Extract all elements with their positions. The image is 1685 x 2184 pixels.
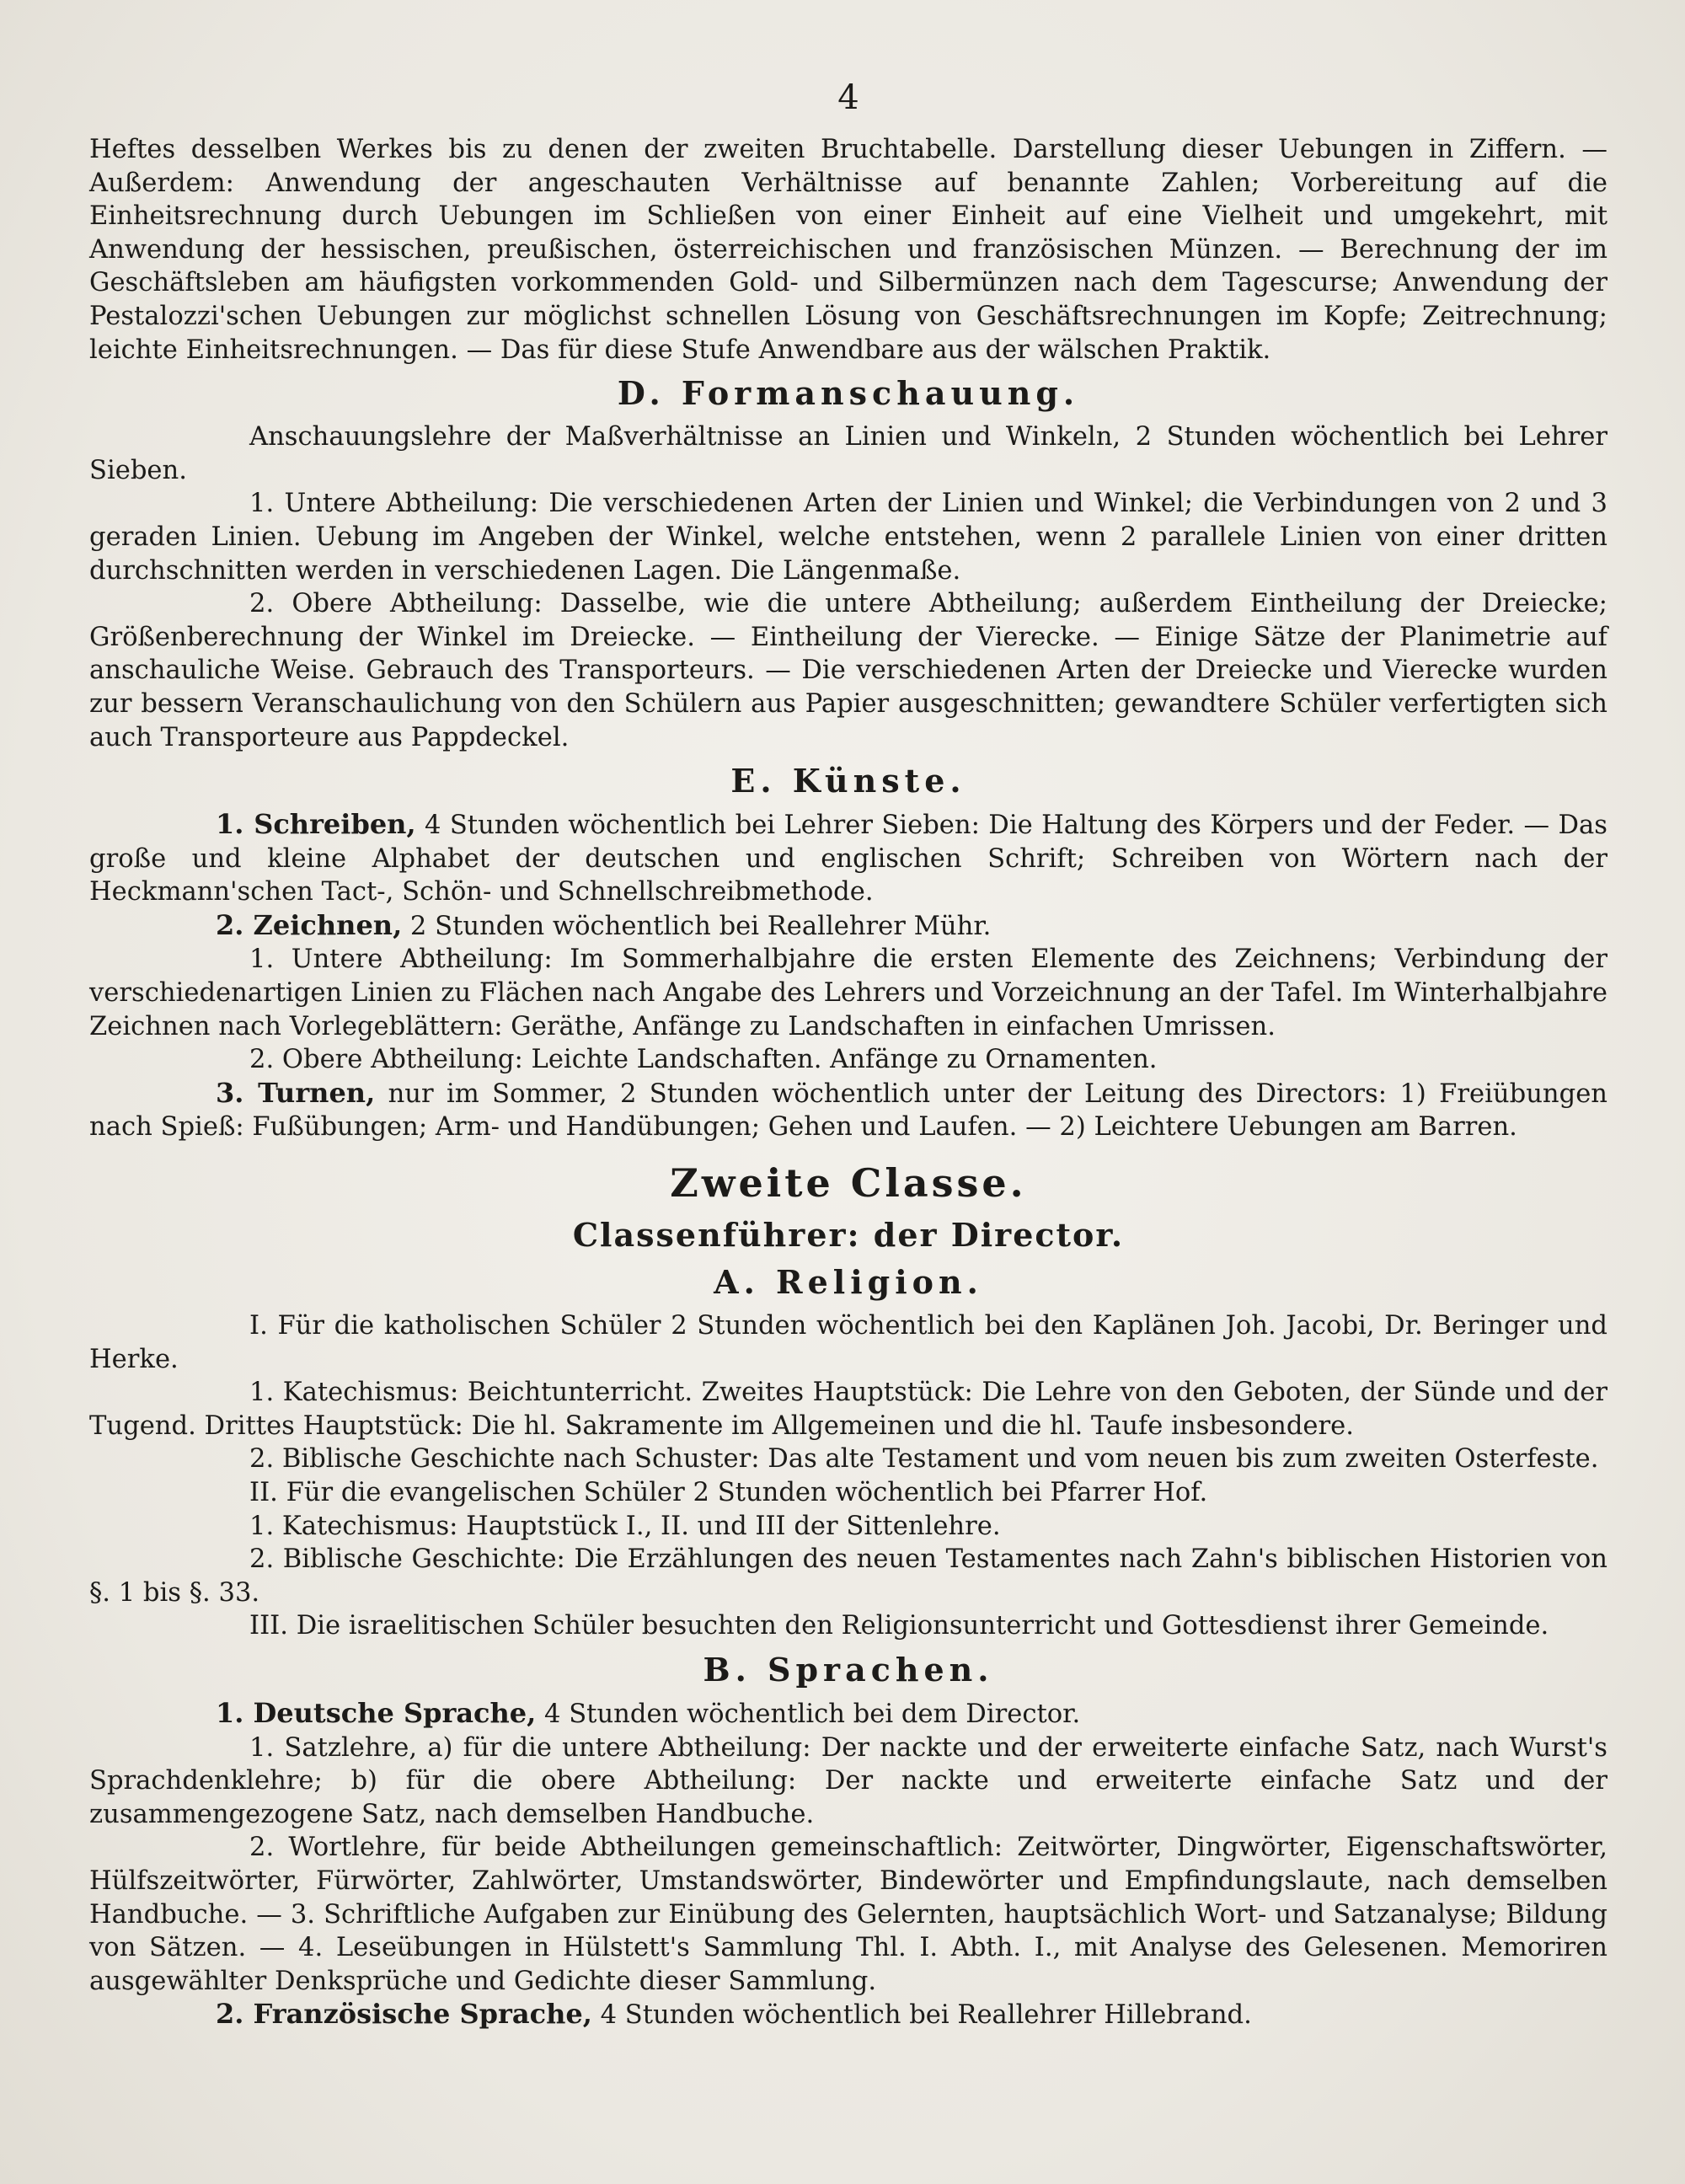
paragraph-katholische-schueler: I. Für die katholischen Schüler 2 Stunden wöchentlich bei den Kaplänen Joh. Jacobi, Dr. Beringer und Herke.: [89, 1311, 1607, 1374]
paragraph-satzlehre: 1. Satzlehre, a) für die untere Abtheilung: Der nackte und der erweiterte einfache Satz, nach Wurst's Sprachdenklehre; b) für die obere Abtheilung: Der nackte und erweiterte einfache Satz und der zusammengezogene Satz, nach demselben Handbuche.: [89, 1732, 1607, 1829]
paragraph-obere-abtheilung: 2. Obere Abtheilung: Dasselbe, wie die untere Abtheilung; außerdem Eintheilung der Dreiecke; Größenberechnung der Winkel im Dreiecke. — Eintheilung der Vierecke. — Einige Sätze der Planimetrie auf anschauliche Weise. Gebrauch des Transporteurs. — Die verschiedenen Arten der Dreiecke und Vierecke wurden zur bessern Veranschaulichung von den Schülern aus Papier ausgeschnitten; gewandtere Schüler verfertigten sich auch Transporteure aus Pappdeckel.: [89, 589, 1607, 752]
zeichnen-text: 2 Stunden wöchentlich bei Reallehrer Mühr.: [402, 911, 992, 941]
paragraph-wortlehre: 2. Wortlehre, für beide Abtheilungen gemeinschaftlich: Zeitwörter, Dingwörter, Eigenschaftswörter, Hülfszeitwörter, Fürwörter, Zahlwörter, Umstandswörter, Bindewörter und Empfindungslaute, nach demselben Handbuche. — 3. Schriftliche Aufgaben zur Einübung des Gelernten, hauptsächlich Wort- und Satzanalyse; Bildung von Sätzen. — 4. Leseübungen in Hülstett's Sammlung Thl. I. Abth. I., mit Analyse des Gelesenen. Memoriren ausgewählter Denksprüche und Gedichte dieser Sammlung.: [89, 1833, 1607, 1996]
paragraph-katechismus-evangelisch: 1. Katechismus: Hauptstück I., II. und III der Sittenlehre.: [249, 1511, 1001, 1541]
deutsche-sprache-lead: 1. Deutsche Sprache,: [216, 1696, 537, 1729]
class-heading: Zweite Classe.: [670, 1160, 1027, 1207]
paragraph-evangelische-schueler: II. Für die evangelischen Schüler 2 Stunden wöchentlich bei Pfarrer Hof.: [249, 1478, 1208, 1507]
paragraph-untere-abtheilung: 1. Untere Abtheilung: Die verschiedenen Arten der Linien und Winkel; die Verbindungen von 2 und 3 geraden Linien. Uebung im Angeben der Winkel, welche entstehen, wenn 2 parallele Linien von einer dritten durchschnitten werden in verschiedenen Lagen. Die Längenmaße.: [89, 489, 1607, 586]
paragraph-zeichnen: [89, 909, 1607, 944]
paragraph-deutsche-sprache: [89, 1697, 1607, 1732]
paragraph-turnen: [89, 1077, 1607, 1144]
deutsche-sprache-text: 4 Stunden wöchentlich bei dem Director.: [536, 1699, 1081, 1729]
paragraph-schreiben: [89, 808, 1607, 909]
section-heading-kuenste: E. Künste.: [730, 762, 966, 800]
class-leader: Classenführer: der Director.: [572, 1216, 1125, 1255]
section-heading-formanschauung: D. Formanschauung.: [617, 374, 1080, 413]
schreiben-lead: 1. Schreiben,: [216, 808, 416, 841]
franzoesische-sprache-lead: 2. Französische Sprache,: [216, 1998, 592, 2031]
paragraph-franzoesische-sprache: [89, 1998, 1607, 2032]
paragraph-zeichnen-obere: 2. Obere Abtheilung: Leichte Landschaften. Anfänge zu Ornamenten.: [249, 1045, 1158, 1075]
paragraph-biblische-geschichte-evangelisch: 2. Biblische Geschichte: Die Erzählungen des neuen Testamentes nach Zahn's biblischen Historien von §. 1 bis §. 33.: [89, 1544, 1607, 1608]
page-number: 4: [837, 78, 859, 117]
paragraph-biblische-geschichte: 2. Biblische Geschichte nach Schuster: Das alte Testament und vom neuen bis zum zweiten Osterfeste.: [249, 1444, 1599, 1475]
turnen-text: nur im Sommer, 2 Stunden wöchentlich unter der Leitung des Directors: 1) Freiübungen nach Spieß: Fußübungen; Arm- und Handübungen; Gehen und Laufen. — 2) Leichtere Uebungen am Barren.: [89, 1079, 1607, 1143]
franzoesische-sprache-text: 4 Stunden wöchentlich bei Reallehrer Hillebrand.: [591, 2000, 1252, 2031]
section-heading-sprachen: B. Sprachen.: [703, 1650, 994, 1689]
zeichnen-lead: 2. Zeichnen,: [216, 908, 403, 941]
paragraph-zeichnen-untere: 1. Untere Abtheilung: Im Sommerhalbjahre die ersten Elemente des Zeichnens; Verbindung der verschiedenartigen Linien zu Flächen nach Angabe des Lehrers und Vorzeichnung an der Tafel. Im Winterhalbjahre Zeichnen nach Vorlegeblättern: Geräthe, Anfänge zu Landschaften in einfachen Umrissen.: [89, 945, 1607, 1041]
paragraph-israelitische-schueler: III. Die israelitischen Schüler besuchten den Religionsunterricht und Gottesdienst ihrer Gemeinde.: [249, 1611, 1549, 1641]
schreiben-text: 4 Stunden wöchentlich bei Lehrer Sieben: Die Haltung des Körpers und der Feder. — Das große und kleine Alphabet der deutschen und englischen Schrift; Schreiben von Wörtern nach der Heckmann'schen Tact-, Schön- und Schnellschreibmethode.: [89, 811, 1607, 907]
turnen-lead: 3. Turnen,: [216, 1076, 376, 1109]
section-heading-religion: A. Religion.: [714, 1263, 983, 1302]
paragraph-katechismus: 1. Katechismus: Beichtunterricht. Zweites Hauptstück: Die Lehre von den Geboten, der Sünde und der Tugend. Drittes Hauptstück: Die hl. Sakramente im Allgemeinen und die hl. Taufe insbesondere.: [89, 1378, 1607, 1441]
paragraph-anschauungslehre: Anschauungslehre der Maßverhältnisse an Linien und Winkeln, 2 Stunden wöchentlich bei Lehrer Sieben.: [89, 422, 1607, 485]
paragraph-arithmetic-continued: Heftes desselben Werkes bis zu denen der zweiten Bruchtabelle. Darstellung dieser Uebungen in Ziffern. — Außerdem: Anwendung der angeschauten Verhältnisse auf benannte Zahlen; Vorbereitung auf die Einheitsrechnung durch Uebungen im Schließen von einer Einheit auf eine Vielheit und umgekehrt, mit Anwendung der hessischen, preußischen, österreichischen und französischen Münzen. — Berechnung der im Geschäftsleben am häufigsten vorkommenden Gold- und Silbermünzen nach dem Tagescurse; Anwendung der Pestalozzi'schen Uebungen zur möglichst schnellen Lösung von Geschäftsrechnungen im Kopfe; Zeitrechnung; leichte Einheitsrechnungen. — Das für diese Stufe Anwendbare aus der wälschen Praktik.: [89, 135, 1607, 365]
